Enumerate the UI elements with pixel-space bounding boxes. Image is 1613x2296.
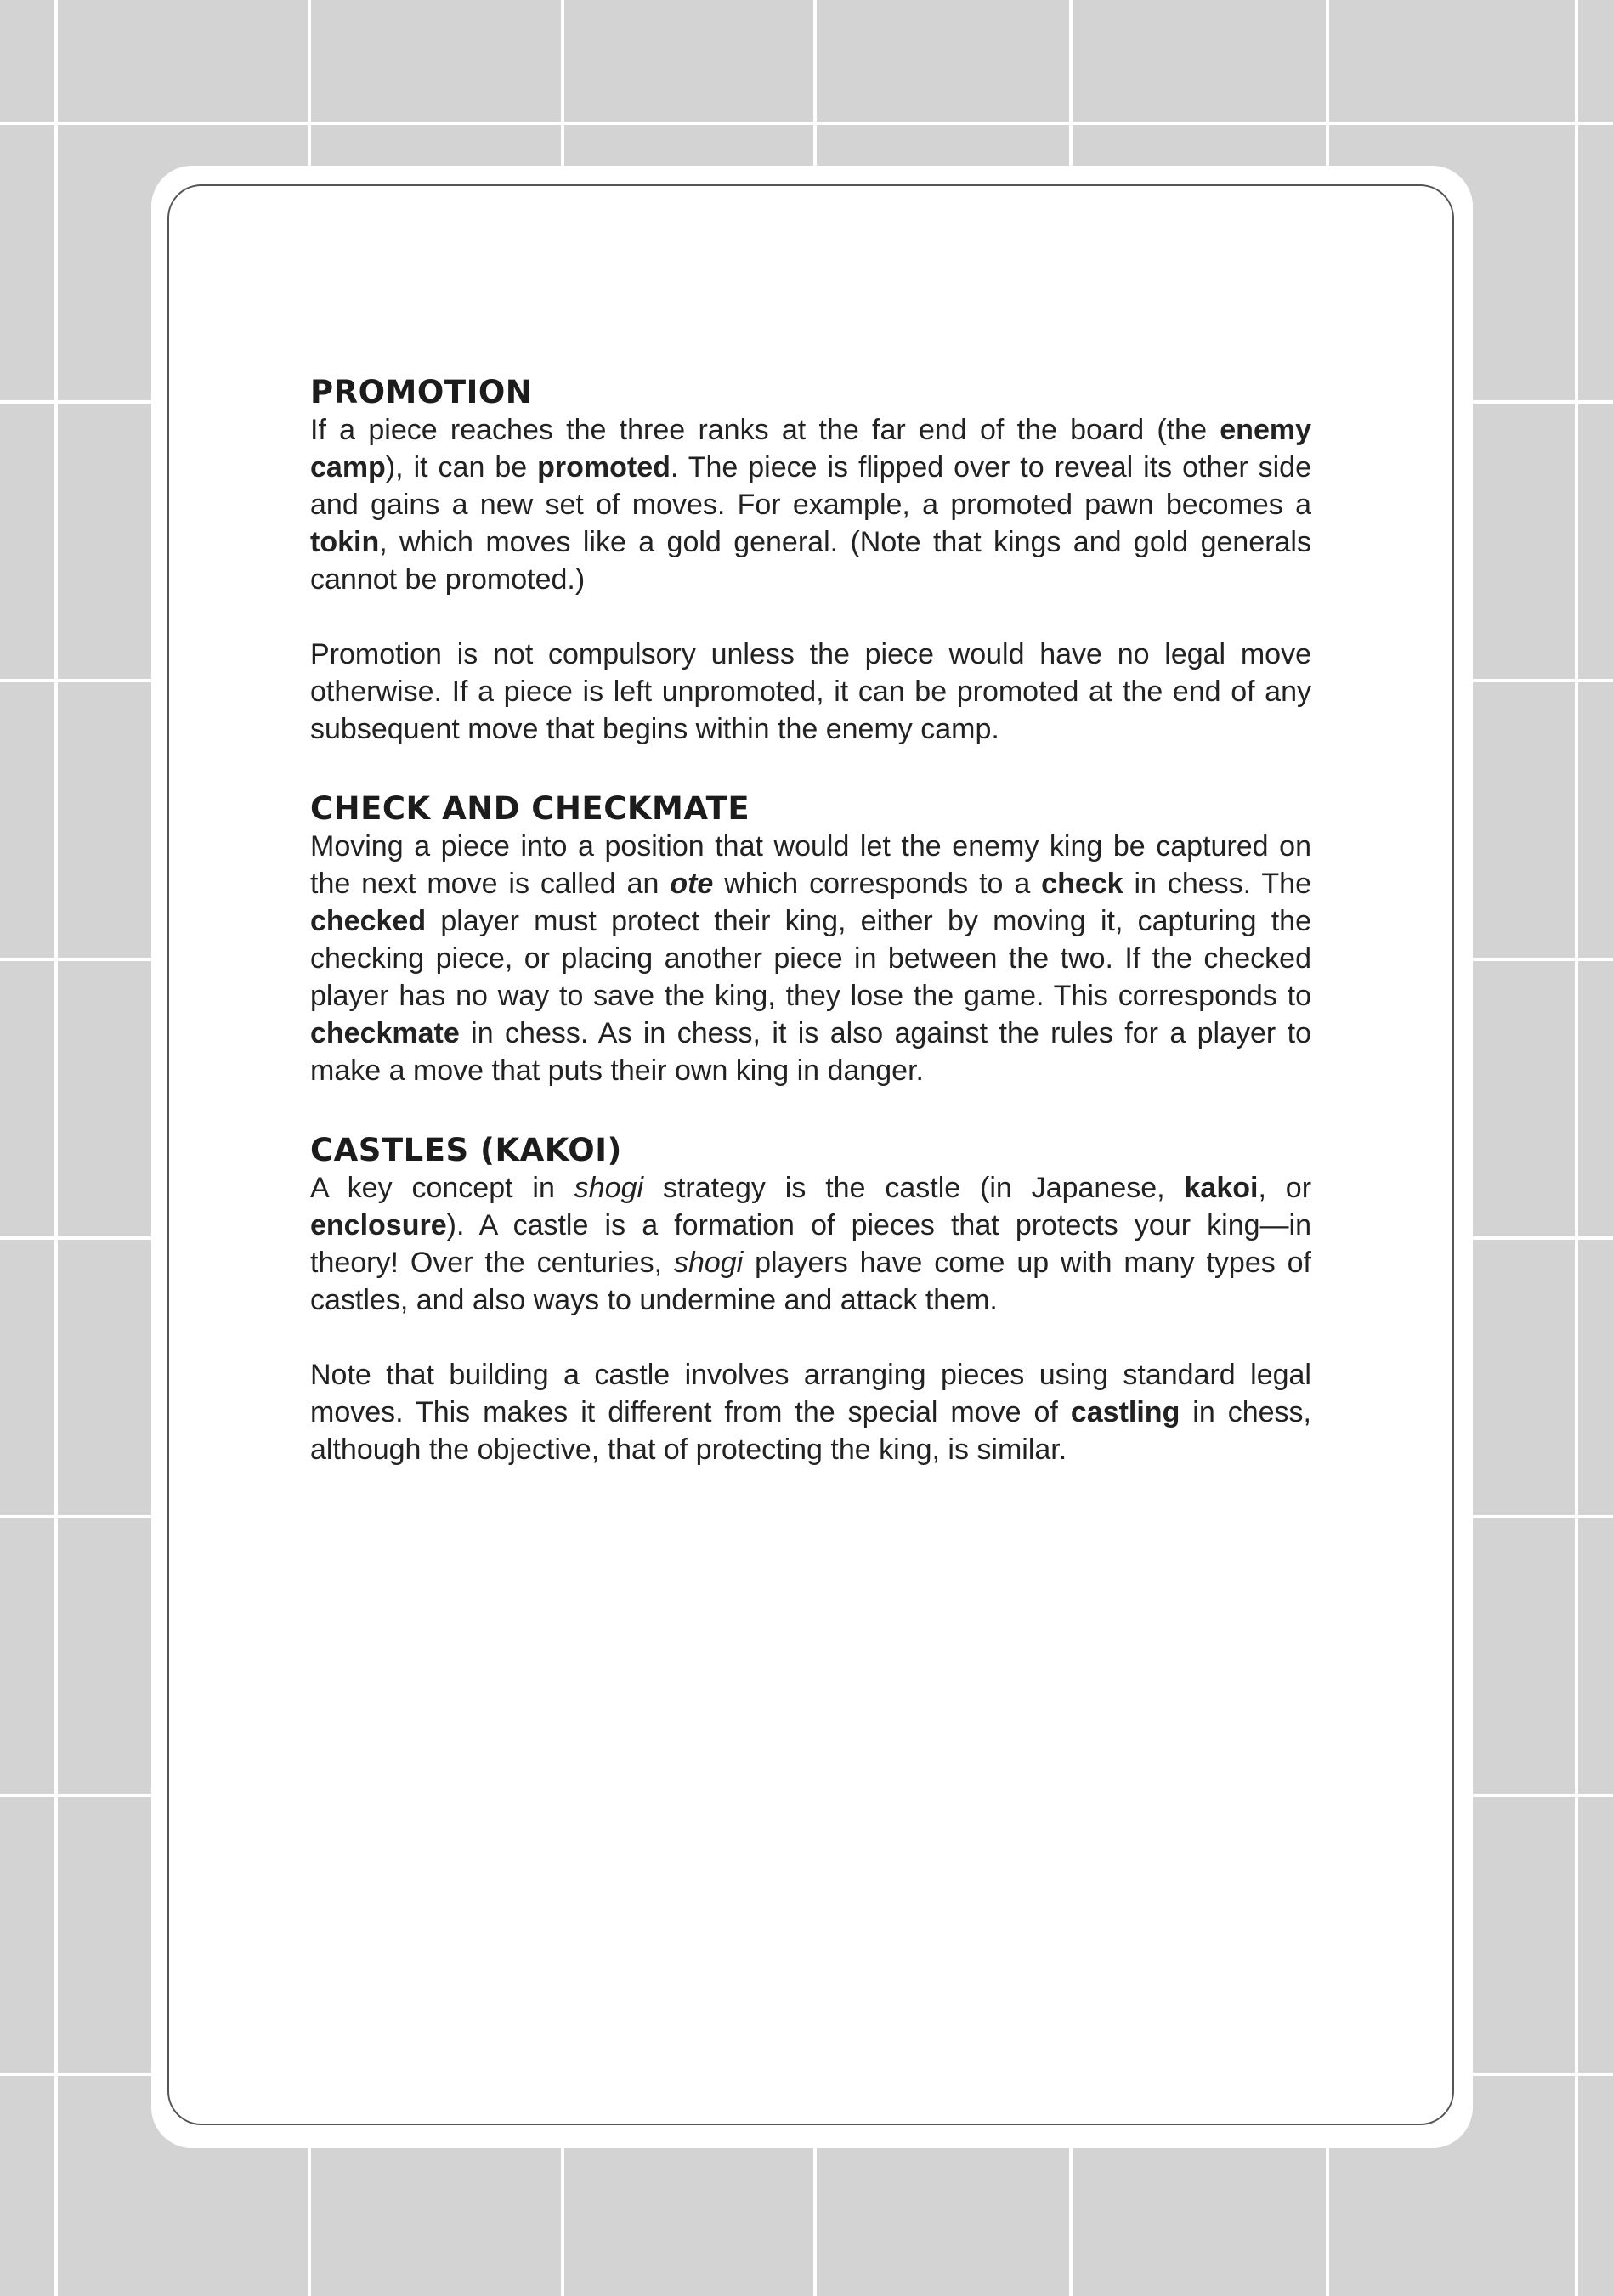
text-run: . The piece is flipped over to reveal its other side and gains a new set of moves. For example, a promoted pawn becomes a <box>310 451 1311 521</box>
paragraph <box>310 828 1311 1089</box>
bold-term: enclosure <box>310 1209 447 1241</box>
italic-term: shogi <box>673 1247 744 1279</box>
text-run: in chess. The <box>1123 868 1311 900</box>
italic-term: shogi <box>574 1172 644 1204</box>
bold-term: checked <box>310 905 427 937</box>
paragraph <box>310 411 1311 598</box>
paragraph <box>310 1356 1311 1468</box>
grid-line <box>0 122 1613 125</box>
paragraph <box>310 636 1311 748</box>
bold-term: tokin <box>310 526 380 558</box>
paragraph <box>310 1169 1311 1319</box>
grid-line <box>54 0 58 2296</box>
bold-term: castling <box>1070 1396 1180 1428</box>
text-run: Promotion is not compulsory unless the piece would have no legal move otherwise. If a piece is left unpromoted, it can be promoted at the end of any subsequent move that begins within the enemy camp. <box>310 638 1311 745</box>
text-run: A key concept in <box>310 1172 574 1204</box>
grid-line <box>1575 0 1578 2296</box>
section-heading: CHECK AND CHECKMATE <box>310 790 750 827</box>
text-run: in chess, although the objective, that of protecting the king, is similar. <box>310 1396 1312 1466</box>
text-run: strategy is the castle (in Japanese, <box>643 1172 1185 1204</box>
text-run: Moving a piece into a position that would let the enemy king be captured on the next move is called an <box>310 830 1311 900</box>
text-run: Note that building a castle involves arranging pieces using standard legal moves. This makes it different from the special move of <box>310 1359 1311 1428</box>
bold-term: kakoi <box>1184 1172 1259 1204</box>
text-run: ). A castle is a formation of pieces that protects your king—in theory! Over the centuries, <box>310 1209 1311 1279</box>
section-heading: PROMOTION <box>310 374 533 410</box>
text-run: players have come up with many types of castles, and also ways to undermine and attack them. <box>310 1247 1312 1316</box>
bold-term: enemy camp <box>310 414 1311 484</box>
bold-term: check <box>1041 868 1123 900</box>
text-run: in chess. As in chess, it is also against the rules for a player to make a move that puts their own king in danger. <box>310 1017 1311 1087</box>
bold-italic-term: ote <box>670 868 714 900</box>
text-run: which corresponds to a <box>713 868 1042 900</box>
text-run: ), it can be <box>385 451 538 484</box>
text-run: , or <box>1258 1172 1312 1204</box>
bold-term: promoted <box>537 451 671 484</box>
text-run: , which moves like a gold general. (Note that kings and gold generals cannot be promoted.) <box>310 526 1311 596</box>
bold-term: checkmate <box>310 1017 460 1049</box>
bold-italic-wrapper <box>670 868 713 900</box>
document-body <box>310 374 1311 1468</box>
text-run: If a piece reaches the three ranks at the far end of the board (the <box>310 414 1220 446</box>
text-run: player must protect their king, either by moving it, capturing the checking piece, or placing another piece in between the two. If the checked player has no way to save the king, they lose the game. This corresponds to <box>310 905 1311 1012</box>
section-heading: CASTLES (KAKOI) <box>310 1132 622 1168</box>
